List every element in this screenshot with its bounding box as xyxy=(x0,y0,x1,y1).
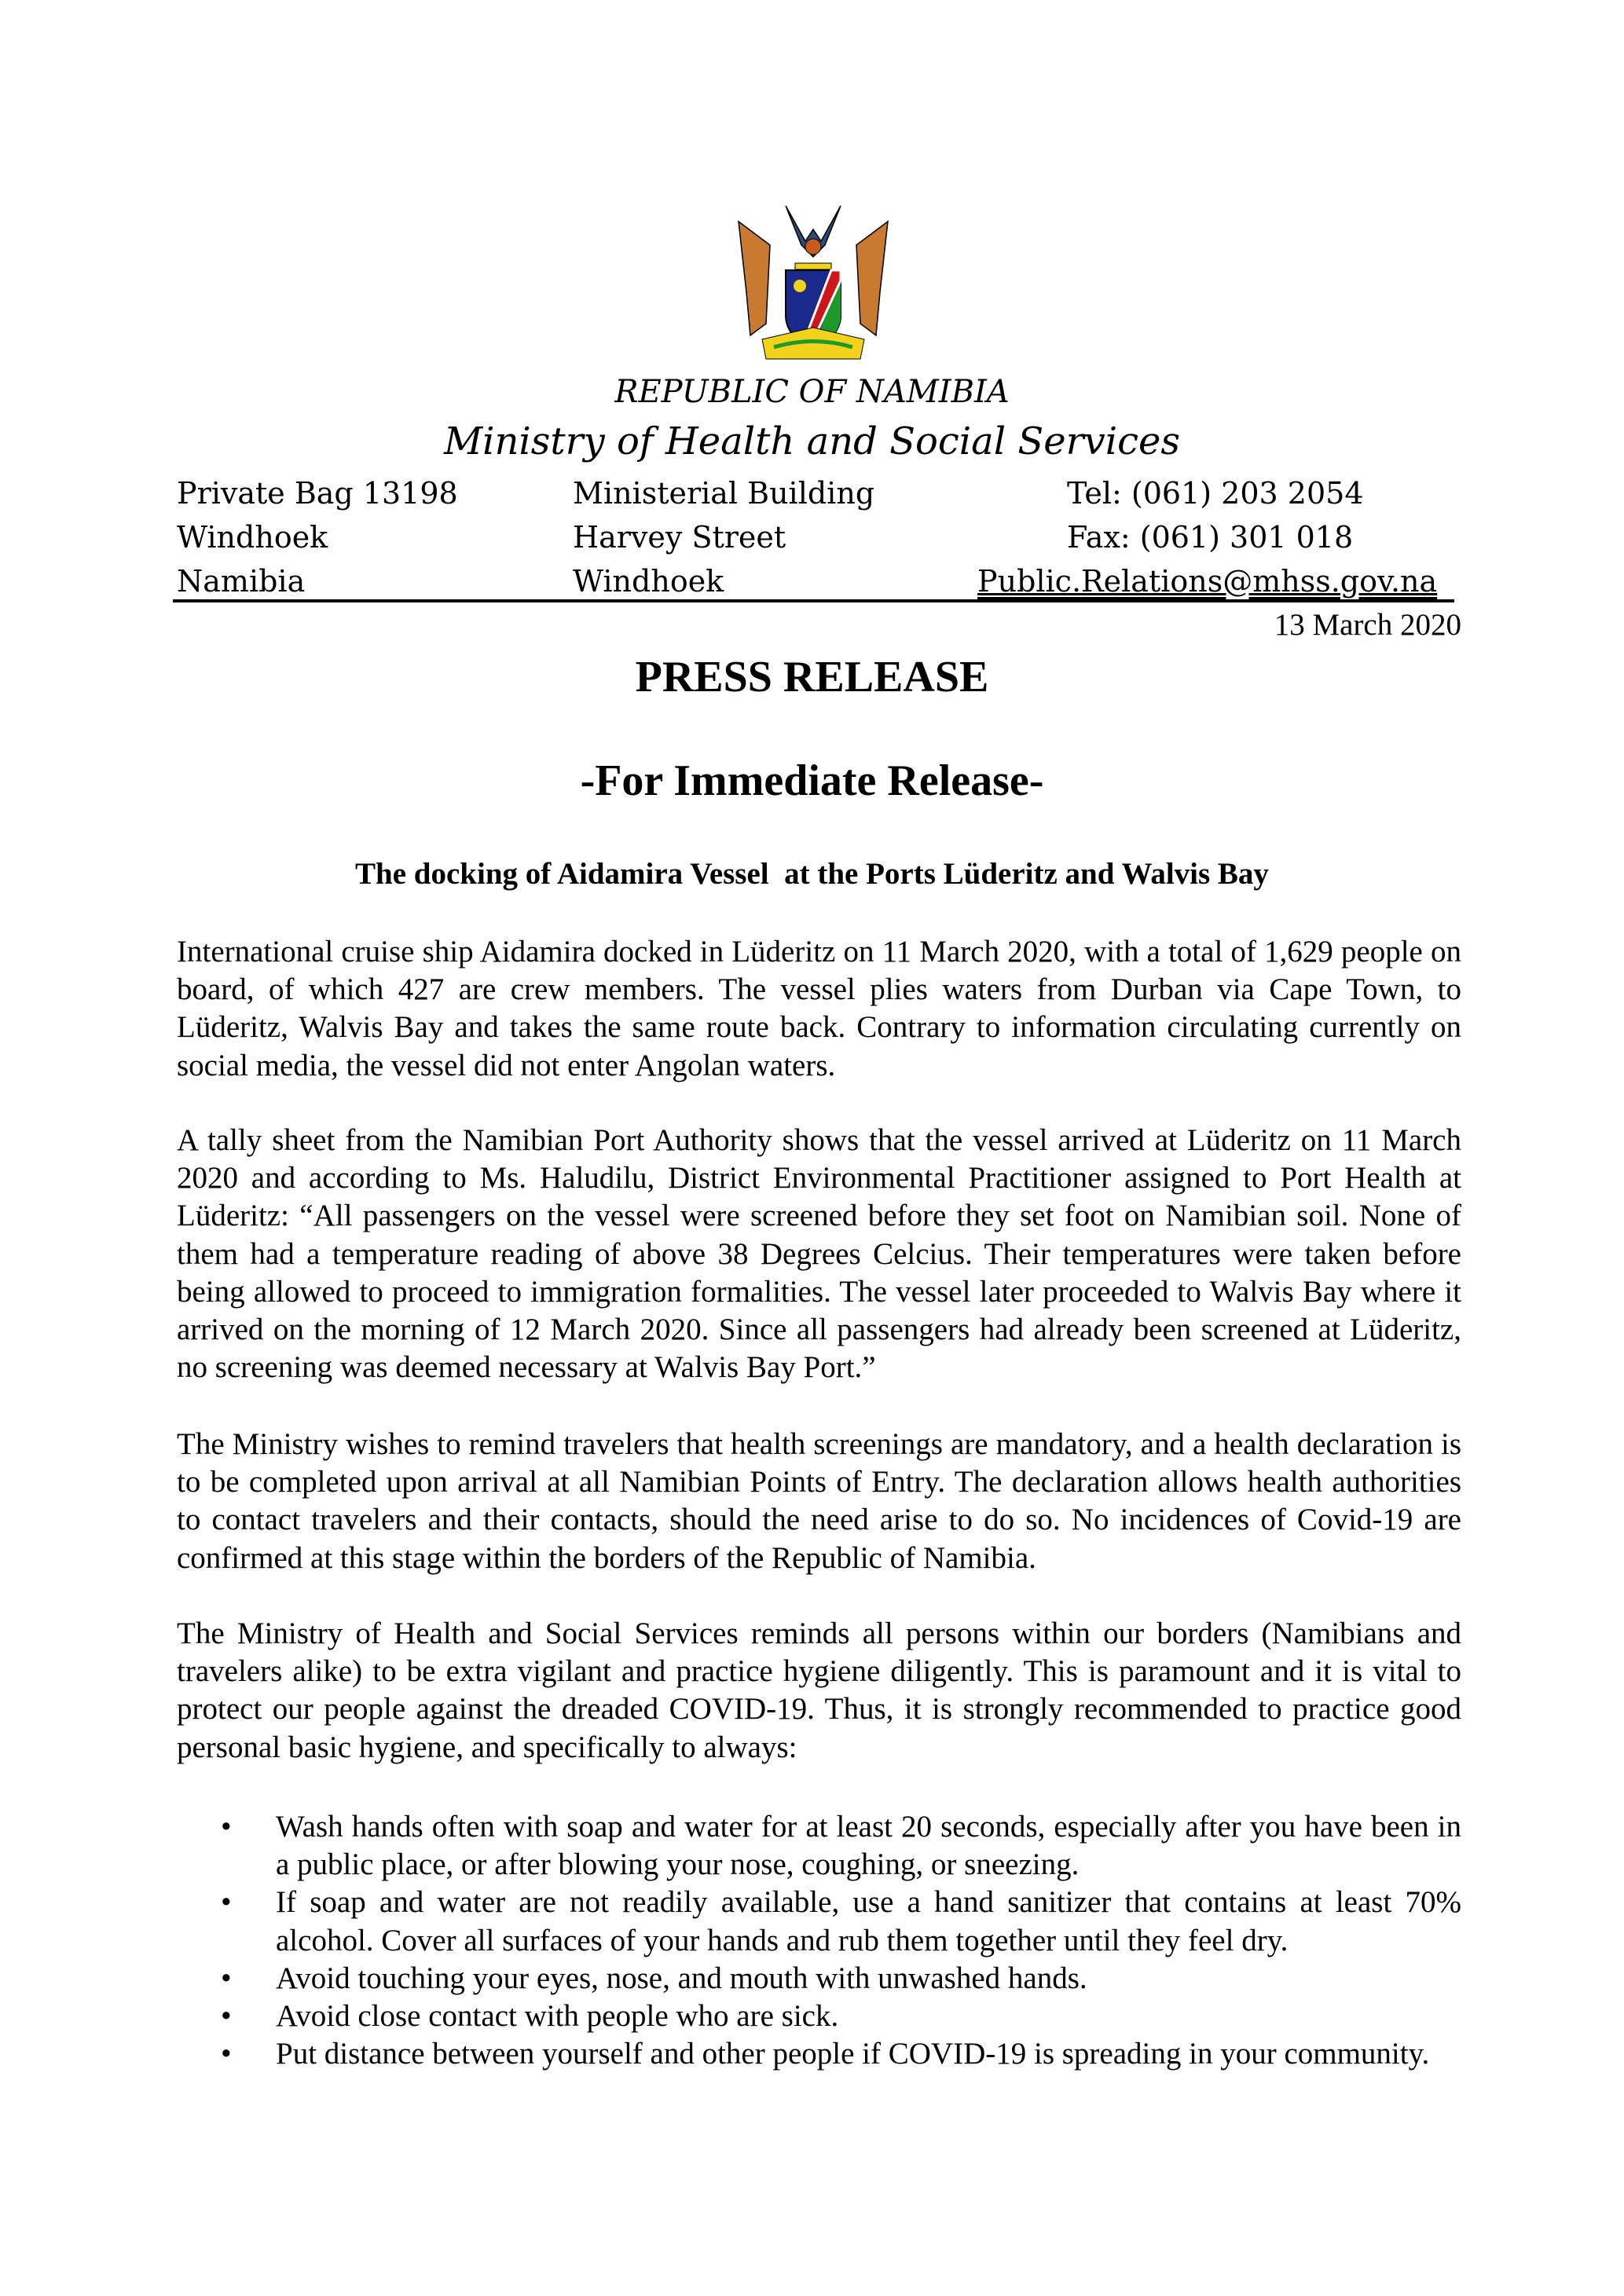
list-item: • Avoid close contact with people who are sick. xyxy=(276,1998,1461,2035)
ministry-heading: Ministry of Health and Social Services xyxy=(443,419,1180,463)
coat-of-arms-emblem xyxy=(731,198,896,367)
contact-column-address xyxy=(573,471,874,603)
email-link[interactable]: Public.Relations@mhss.gov.na xyxy=(977,564,1438,599)
postal-country: Namibia xyxy=(177,564,306,599)
list-item: • Wash hands often with soap and water for at least 20 seconds, especially after you have been in a public place, or after blowing your nose, coughing, or sneezing. xyxy=(276,1808,1461,1884)
list-item: • Avoid touching your eyes, nose, and mouth with unwashed hands. xyxy=(276,1960,1461,1998)
city: Windhoek xyxy=(573,564,724,599)
list-item: • If soap and water are not readily available, use a hand sanitizer that contains at least 70% alcohol. Cover all surfaces of your hands and rub them together until they feel dry. xyxy=(276,1884,1461,1959)
paragraph-4: The Ministry of Health and Social Services reminds all persons within our borders (Namibians and travelers alike) to be extra vigilant and practice hygiene diligently. This is paramount and it is vital to protect our people against the dreaded COVID-19. Thus, it is strongly recommended to practice good personal basic hygiene, and specifically to always: xyxy=(177,1617,1461,1764)
fax: Fax: (061) 301 018 xyxy=(1067,520,1354,555)
contact-column-phone xyxy=(977,471,1449,603)
paragraph-2: A tally sheet from the Namibian Port Authority shows that the vessel arrived at Lüderitz on 11 March 2020 and according to Ms. Haludilu, District Environmental Practitioner assigned to Port Health at Lüderitz: “All passengers on the vessel were screened before they set foot on Namibian soil. None of them had a temperature reading of above 38 Degrees Celcius. Their temperatures were taken before being allowed to proceed to immigration formalities. The vessel later proceeded to Walvis Bay where it arrived on the morning of 12 March 2020. Since all passengers had already been screened at Lüderitz, no screening was deemed necessary at Walvis Bay Port.” xyxy=(177,1123,1461,1385)
document-subtitle: -For Immediate Release- xyxy=(580,756,1044,805)
document-title: PRESS RELEASE xyxy=(635,653,989,701)
paragraph-3: The Ministry wishes to remind travelers that health screenings are mandatory, and a health declaration is to be completed upon arrival at all Namibian Points of Entry. The declaration allows health authorities to contact travelers and their contacts, should the need arise to do so. No incidences of Covid-19 are confirmed at this stage within the borders of the Republic of Namibia. xyxy=(177,1427,1461,1575)
release-date: 13 March 2020 xyxy=(1274,608,1461,642)
paragraph-1: International cruise ship Aidamira docked in Lüderitz on 11 March 2020, with a total of 1,629 people on board, of which 427 are crew members. The vessel plies waters from Durban via Cape Town, to Lüderitz, Walvis Bay and takes the same route back. Contrary to information circulating currently on social media, the vessel did not enter Angolan waters. xyxy=(177,935,1461,1082)
street: Harvey Street xyxy=(573,520,786,555)
contact-column-postal xyxy=(177,471,458,603)
hygiene-list xyxy=(177,1808,1461,2073)
postal-box: Private Bag 13198 xyxy=(177,476,458,511)
telephone: Tel: (061) 203 2054 xyxy=(1067,476,1364,511)
postal-city: Windhoek xyxy=(177,520,328,555)
header-divider xyxy=(173,599,1454,602)
release-heading: The docking of Aidamira Vessel at the Ports Lüderitz and Walvis Bay xyxy=(355,857,1269,891)
building: Ministerial Building xyxy=(573,476,875,511)
republic-heading: REPUBLIC OF NAMIBIA xyxy=(614,374,1010,410)
list-item: • Put distance between yourself and other people if COVID-19 is spreading in your community. xyxy=(276,2035,1461,2073)
